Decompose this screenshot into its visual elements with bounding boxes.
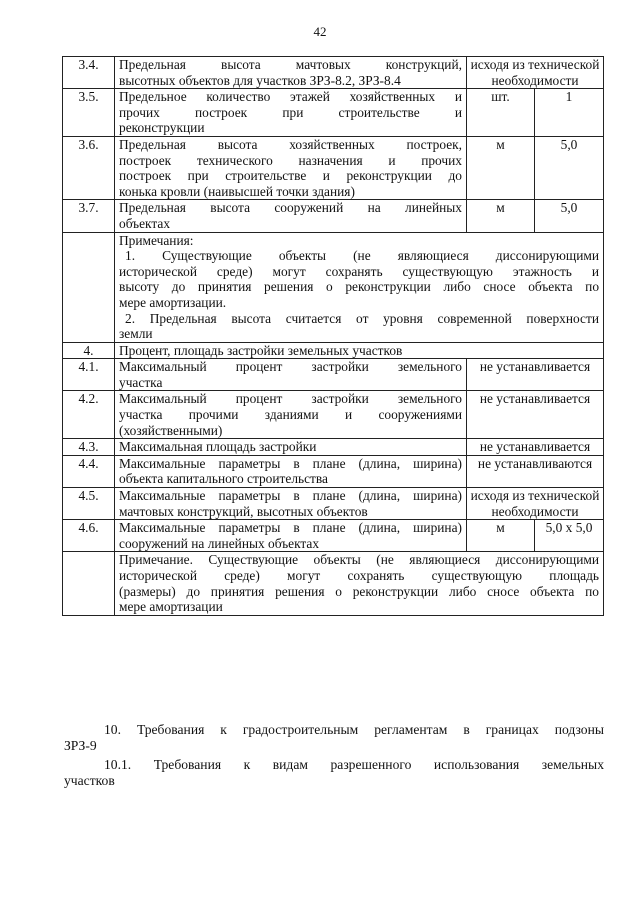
row-value: 1 — [535, 89, 604, 137]
notes-cell — [115, 232, 604, 342]
row-value: не устанавливаются — [467, 455, 604, 487]
description-line: Предельное количество этажей хозяйственных и — [119, 89, 462, 105]
description-line: Предельная высота сооружений на линейных — [119, 200, 462, 216]
note-line: исторической среде) могут сохранять существующую площадь — [119, 568, 600, 583]
row-number: 4.3. — [63, 439, 115, 456]
description-line: объектах — [119, 215, 171, 231]
row-value: не устанавливается — [467, 359, 604, 391]
notes-title: Примечания: — [119, 232, 194, 248]
paragraph-line: 10. Требования к градостроительным регламентам в границах подзоны — [104, 722, 604, 737]
description-line: построек технического назначения и прочих — [119, 152, 462, 168]
paragraph-10-1 — [64, 757, 604, 789]
row-description — [115, 439, 467, 456]
row-description — [115, 200, 467, 232]
note-line: мере амортизации — [119, 599, 223, 615]
row-number: 3.4. — [63, 57, 115, 89]
description-line: участка прочими зданиями и сооружениями — [119, 407, 462, 423]
description-line: сооружений на линейных объектах — [119, 535, 320, 551]
row-number: 4.6. — [63, 520, 115, 552]
row-unit: м — [467, 520, 535, 552]
description-line: реконструкции — [119, 120, 205, 136]
description-line: (хозяйственными) — [119, 422, 223, 438]
note-line: Примечание. Существующие объекты (не являющиеся диссонирующими — [119, 552, 600, 568]
row-value: не устанавливается — [467, 439, 604, 456]
row-unit: м — [467, 136, 535, 199]
row-description — [115, 57, 467, 89]
row-description — [115, 89, 467, 137]
section-row — [63, 342, 604, 359]
description-line: Предельная высота хозяйственных построек, — [119, 136, 462, 152]
table-row — [63, 89, 604, 137]
row-value: не устанавливается — [467, 391, 604, 439]
row-number: 3.6. — [63, 136, 115, 199]
row-value: 5,0 — [535, 200, 604, 232]
notes-cell — [115, 552, 604, 615]
table-row — [63, 200, 604, 232]
row-description — [115, 136, 467, 199]
description-line: построек при строительстве и реконструкции до — [119, 168, 462, 184]
row-number: 4.2. — [63, 391, 115, 439]
section-number: 4. — [63, 342, 115, 359]
empty-cell — [63, 552, 115, 615]
table-row — [63, 391, 604, 439]
paragraph-line: 10.1. Требования к видам разрешенного использования земельных — [104, 757, 604, 772]
table-row — [63, 488, 604, 520]
row-description — [115, 455, 467, 487]
page-number: 42 — [313, 24, 327, 39]
notes-row — [63, 552, 604, 615]
row-number: 3.7. — [63, 200, 115, 232]
table-row — [63, 455, 604, 487]
description-line: Максимальный процент застройки земельного — [119, 391, 462, 407]
table-row — [63, 136, 604, 199]
row-description — [115, 359, 467, 391]
row-value: 5,0 x 5,0 — [535, 520, 604, 552]
regulations-table — [62, 56, 604, 616]
description-line: Предельная высота мачтовых конструкций, — [119, 57, 462, 72]
note-line: (размеры) до принятия решения о реконструкции либо сносе объекта по — [119, 583, 600, 599]
table-row — [63, 359, 604, 391]
row-number: 4.4. — [63, 455, 115, 487]
description-line: высотных объектов для участков ЗРЗ-8.2, ЗРЗ-8.4 — [119, 72, 401, 88]
note-line: исторической среде) могут сохранять существующую этажность и — [119, 263, 600, 279]
empty-cell — [63, 232, 115, 342]
paragraph-line: ЗРЗ-9 — [64, 738, 97, 753]
note-line: земли — [119, 326, 153, 342]
row-description — [115, 488, 467, 520]
row-unit: шт. — [467, 89, 535, 137]
paragraph-line: участков — [64, 773, 115, 788]
note-line: мере амортизации. — [119, 294, 227, 310]
description-line: конька кровли (наивысшей точки здания) — [119, 183, 355, 199]
note-line: 2. Предельная высота считается от уровня современной поверхности — [125, 310, 600, 326]
section-title: Процент, площадь застройки земельных участков — [115, 342, 604, 359]
note-line: 1. Существующие объекты (не являющиеся диссонирующими — [125, 248, 600, 264]
row-description — [115, 520, 467, 552]
table-row — [63, 57, 604, 89]
row-number: 4.5. — [63, 488, 115, 520]
description-line: Максимальные параметры в плане (длина, ширина) — [119, 488, 462, 504]
description-line: прочих построек при строительстве и — [119, 104, 462, 120]
description-line: Максимальная площадь застройки — [119, 439, 317, 455]
description-line: Максимальный процент застройки земельного — [119, 359, 462, 375]
row-number: 3.5. — [63, 89, 115, 137]
notes-row — [63, 232, 604, 342]
row-description — [115, 391, 467, 439]
row-value: исходя из технической необходимости — [467, 57, 604, 89]
description-line: Максимальные параметры в плане (длина, ширина) — [119, 455, 462, 471]
note-line: высоту до принятия решения о реконструкции либо сносе объекта по — [119, 279, 600, 295]
row-number: 4.1. — [63, 359, 115, 391]
row-value: исходя из технической необходимости — [467, 488, 604, 520]
description-line: участка — [119, 374, 163, 390]
table-row — [63, 439, 604, 456]
description-line: мачтовых конструкций, высотных объектов — [119, 503, 368, 519]
description-line: Максимальные параметры в плане (длина, ширина) — [119, 520, 462, 536]
description-line: объекта капитального строительства — [119, 471, 328, 487]
row-unit: м — [467, 200, 535, 232]
row-value: 5,0 — [535, 136, 604, 199]
table-row — [63, 520, 604, 552]
paragraph-10 — [64, 722, 604, 754]
